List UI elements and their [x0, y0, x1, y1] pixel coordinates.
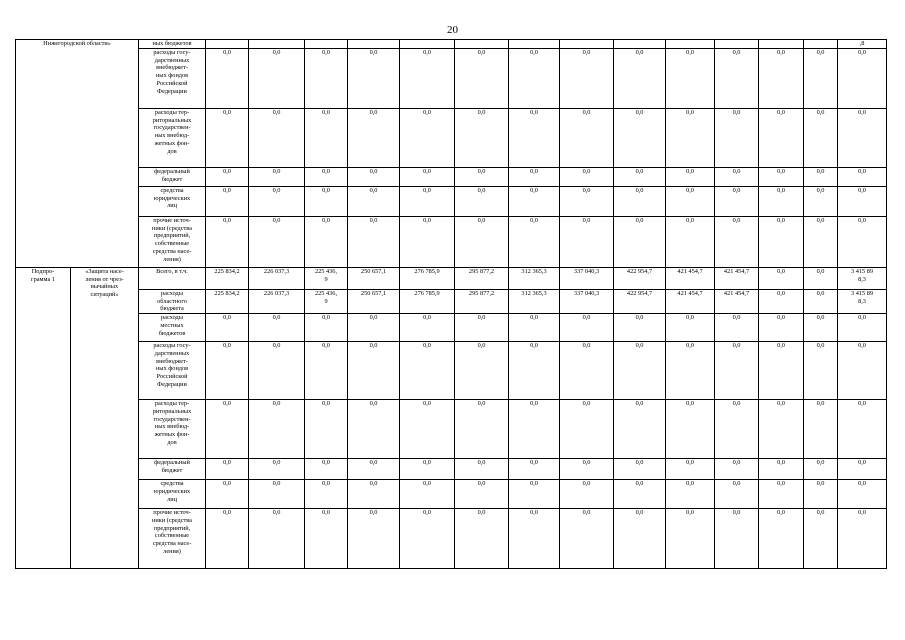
value-cell: 0,0 [614, 187, 666, 217]
value-cell [348, 40, 400, 49]
value-cell: 250 657,1 [348, 290, 400, 314]
value-cell: 0,0 [804, 268, 838, 290]
value-cell: 0,0 [509, 187, 560, 217]
funding-source-cell: расходы тер- риториальных государствен- ных внебюд- жетных фон- дов [139, 109, 206, 168]
value-cell: 0,0 [666, 187, 715, 217]
value-cell [509, 40, 560, 49]
value-cell: 0,0 [560, 168, 614, 187]
funding-table [15, 39, 887, 569]
value-cell: 0,0 [614, 168, 666, 187]
value-cell: 276 785,9 [400, 290, 455, 314]
value-cell: 0,0 [348, 342, 400, 400]
value-cell: 0,0 [249, 342, 305, 400]
table-row [16, 187, 887, 217]
value-cell: 0,0 [838, 459, 887, 480]
value-cell: 0,0 [666, 400, 715, 459]
value-cell: 225 436, 9 [305, 268, 348, 290]
value-cell: 0,0 [400, 480, 455, 509]
value-cell: 0,0 [560, 509, 614, 569]
value-cell: 0,0 [455, 187, 509, 217]
table-row [16, 168, 887, 187]
value-cell: 0,0 [759, 459, 804, 480]
value-cell: 0,0 [305, 217, 348, 268]
page-number: 20 [447, 24, 458, 36]
value-cell: 0,0 [759, 509, 804, 569]
value-cell: 0,0 [206, 217, 249, 268]
table-row [16, 400, 887, 459]
value-cell [666, 40, 715, 49]
value-cell: 0,0 [348, 459, 400, 480]
value-cell: 0,0 [804, 459, 838, 480]
value-cell: 0,0 [715, 480, 759, 509]
value-cell: 0,0 [206, 459, 249, 480]
value-cell: 0,0 [838, 217, 887, 268]
value-cell: 0,0 [206, 109, 249, 168]
value-cell: ,8 [838, 40, 887, 49]
value-cell: 0,0 [206, 168, 249, 187]
value-cell: 0,0 [400, 109, 455, 168]
value-cell: 226 037,3 [249, 268, 305, 290]
table-row [16, 49, 887, 109]
value-cell: 0,0 [206, 314, 249, 342]
value-cell: 0,0 [715, 109, 759, 168]
value-cell: 0,0 [838, 314, 887, 342]
value-cell: 0,0 [804, 314, 838, 342]
value-cell: 0,0 [666, 509, 715, 569]
value-cell: 0,0 [759, 217, 804, 268]
value-cell: 0,0 [560, 217, 614, 268]
value-cell: 0,0 [715, 342, 759, 400]
table-row [16, 217, 887, 268]
value-cell: 0,0 [455, 109, 509, 168]
value-cell: 0,0 [759, 109, 804, 168]
value-cell: 0,0 [305, 480, 348, 509]
value-cell: 0,0 [400, 187, 455, 217]
value-cell: 337 040,3 [560, 268, 614, 290]
table-row [16, 268, 887, 290]
value-cell: 0,0 [804, 187, 838, 217]
value-cell: 0,0 [666, 168, 715, 187]
value-cell: 0,0 [305, 314, 348, 342]
value-cell: 0,0 [305, 168, 348, 187]
funding-source-cell: расходы госу- дарственных внебюджет- ных фондов Российской Федерации [139, 49, 206, 109]
value-cell: 225 834,2 [206, 268, 249, 290]
value-cell: 0,0 [560, 109, 614, 168]
value-cell: 0,0 [455, 314, 509, 342]
funding-source-cell: федеральный бюджет [139, 168, 206, 187]
funding-source-cell: расходы областного бюджета [139, 290, 206, 314]
value-cell: 0,0 [249, 49, 305, 109]
funding-source-cell: средства юридических лиц [139, 187, 206, 217]
value-cell: 0,0 [759, 480, 804, 509]
value-cell: 0,0 [348, 314, 400, 342]
value-cell: 0,0 [348, 109, 400, 168]
value-cell: 0,0 [305, 187, 348, 217]
program-name-cell: Нижегородской области» [16, 40, 139, 268]
value-cell: 0,0 [804, 168, 838, 187]
value-cell [560, 40, 614, 49]
funding-source-cell: расходы госу- дарственных внебюджет- ных фондов Российской Федерации [139, 342, 206, 400]
value-cell: 0,0 [249, 314, 305, 342]
funding-source-cell: средства юридических лиц [139, 480, 206, 509]
value-cell: 0,0 [838, 509, 887, 569]
value-cell: 3 415 89 8,3 [838, 268, 887, 290]
value-cell: 0,0 [400, 459, 455, 480]
value-cell: 0,0 [206, 400, 249, 459]
value-cell: 0,0 [838, 109, 887, 168]
funding-source-cell: Всего, в т.ч. [139, 268, 206, 290]
value-cell: 0,0 [804, 342, 838, 400]
value-cell: 0,0 [715, 217, 759, 268]
value-cell: 0,0 [666, 459, 715, 480]
funding-source-cell: ных бюджетов [139, 40, 206, 49]
value-cell: 0,0 [249, 109, 305, 168]
value-cell: 0,0 [348, 49, 400, 109]
value-cell [305, 40, 348, 49]
value-cell: 0,0 [715, 314, 759, 342]
value-cell: 0,0 [206, 509, 249, 569]
value-cell: 0,0 [614, 109, 666, 168]
value-cell: 0,0 [838, 187, 887, 217]
value-cell: 0,0 [614, 342, 666, 400]
value-cell: 0,0 [838, 342, 887, 400]
value-cell: 0,0 [305, 49, 348, 109]
subprogram-label-cell: Подпро- грамма 1 [16, 268, 71, 569]
value-cell: 0,0 [249, 217, 305, 268]
value-cell: 0,0 [509, 109, 560, 168]
value-cell: 0,0 [305, 109, 348, 168]
value-cell: 3 415 89 8,3 [838, 290, 887, 314]
value-cell [759, 40, 804, 49]
value-cell: 0,0 [715, 168, 759, 187]
value-cell: 0,0 [348, 509, 400, 569]
value-cell: 0,0 [249, 480, 305, 509]
value-cell [614, 40, 666, 49]
value-cell: 0,0 [666, 49, 715, 109]
value-cell: 0,0 [666, 217, 715, 268]
value-cell: 295 877,2 [455, 268, 509, 290]
value-cell: 276 785,9 [400, 268, 455, 290]
value-cell: 0,0 [804, 109, 838, 168]
value-cell: 0,0 [759, 290, 804, 314]
value-cell: 0,0 [614, 49, 666, 109]
value-cell: 0,0 [249, 509, 305, 569]
value-cell: 0,0 [455, 49, 509, 109]
value-cell: 0,0 [614, 480, 666, 509]
value-cell: 0,0 [206, 49, 249, 109]
funding-source-cell: расходы тер- риториальных государствен- ных внебюд- жетных фон- дов [139, 400, 206, 459]
value-cell: 0,0 [715, 400, 759, 459]
value-cell: 0,0 [560, 480, 614, 509]
value-cell: 0,0 [804, 290, 838, 314]
value-cell: 0,0 [838, 400, 887, 459]
value-cell: 0,0 [715, 509, 759, 569]
value-cell: 0,0 [249, 400, 305, 459]
value-cell: 0,0 [838, 49, 887, 109]
value-cell [249, 40, 305, 49]
value-cell: 250 657,1 [348, 268, 400, 290]
value-cell [206, 40, 249, 49]
value-cell: 0,0 [666, 342, 715, 400]
value-cell: 0,0 [249, 187, 305, 217]
value-cell: 295 877,2 [455, 290, 509, 314]
value-cell: 0,0 [560, 400, 614, 459]
value-cell: 0,0 [509, 49, 560, 109]
value-cell: 312 365,3 [509, 268, 560, 290]
value-cell: 225 834,2 [206, 290, 249, 314]
value-cell: 0,0 [715, 49, 759, 109]
value-cell: 0,0 [305, 342, 348, 400]
value-cell: 0,0 [614, 459, 666, 480]
value-cell: 0,0 [666, 480, 715, 509]
funding-source-cell: расходы местных бюджетов [139, 314, 206, 342]
value-cell: 0,0 [759, 187, 804, 217]
value-cell: 0,0 [305, 459, 348, 480]
table-row [16, 509, 887, 569]
value-cell: 0,0 [509, 459, 560, 480]
value-cell: 0,0 [509, 509, 560, 569]
value-cell: 0,0 [400, 217, 455, 268]
table-row [16, 342, 887, 400]
value-cell: 0,0 [804, 49, 838, 109]
value-cell: 0,0 [206, 342, 249, 400]
value-cell: 0,0 [249, 459, 305, 480]
value-cell: 0,0 [759, 49, 804, 109]
value-cell: 421 454,7 [715, 268, 759, 290]
value-cell: 0,0 [838, 168, 887, 187]
value-cell: 0,0 [804, 217, 838, 268]
value-cell: 0,0 [509, 217, 560, 268]
value-cell: 422 954,7 [614, 268, 666, 290]
value-cell: 0,0 [455, 168, 509, 187]
value-cell: 0,0 [759, 314, 804, 342]
value-cell [804, 40, 838, 49]
value-cell: 0,0 [666, 314, 715, 342]
value-cell [455, 40, 509, 49]
value-cell: 0,0 [455, 480, 509, 509]
value-cell: 0,0 [206, 187, 249, 217]
value-cell: 0,0 [400, 49, 455, 109]
value-cell [400, 40, 455, 49]
value-cell: 0,0 [804, 509, 838, 569]
value-cell: 0,0 [400, 314, 455, 342]
value-cell: 0,0 [666, 109, 715, 168]
value-cell: 422 954,7 [614, 290, 666, 314]
value-cell: 421 454,7 [666, 290, 715, 314]
value-cell: 0,0 [509, 342, 560, 400]
value-cell: 0,0 [400, 400, 455, 459]
value-cell: 421 454,7 [715, 290, 759, 314]
value-cell: 0,0 [400, 509, 455, 569]
value-cell: 0,0 [759, 400, 804, 459]
value-cell: 0,0 [838, 480, 887, 509]
value-cell [715, 40, 759, 49]
value-cell: 0,0 [455, 459, 509, 480]
value-cell: 0,0 [560, 342, 614, 400]
value-cell: 0,0 [715, 459, 759, 480]
value-cell: 337 040,3 [560, 290, 614, 314]
value-cell: 0,0 [759, 268, 804, 290]
table-row [16, 40, 887, 49]
value-cell: 0,0 [614, 314, 666, 342]
value-cell: 0,0 [348, 217, 400, 268]
value-cell: 0,0 [560, 459, 614, 480]
value-cell: 0,0 [759, 168, 804, 187]
value-cell: 0,0 [305, 400, 348, 459]
value-cell: 0,0 [400, 168, 455, 187]
value-cell: 0,0 [614, 400, 666, 459]
table-row [16, 290, 887, 314]
value-cell: 0,0 [455, 217, 509, 268]
value-cell: 0,0 [560, 187, 614, 217]
value-cell: 0,0 [560, 314, 614, 342]
value-cell: 0,0 [249, 168, 305, 187]
value-cell: 0,0 [614, 217, 666, 268]
table-row [16, 480, 887, 509]
value-cell: 0,0 [715, 187, 759, 217]
value-cell: 0,0 [509, 168, 560, 187]
funding-source-cell: федеральный бюджет [139, 459, 206, 480]
funding-source-cell: прочие источ- ники (средства предприятий, собственные средства насе- ления) [139, 217, 206, 268]
value-cell: 0,0 [509, 480, 560, 509]
table-row [16, 109, 887, 168]
value-cell: 0,0 [509, 314, 560, 342]
value-cell: 225 436, 9 [305, 290, 348, 314]
value-cell: 0,0 [348, 480, 400, 509]
value-cell: 0,0 [206, 480, 249, 509]
value-cell: 0,0 [455, 342, 509, 400]
value-cell: 0,0 [305, 509, 348, 569]
value-cell: 0,0 [560, 49, 614, 109]
value-cell: 0,0 [455, 509, 509, 569]
value-cell: 0,0 [804, 480, 838, 509]
value-cell: 0,0 [614, 509, 666, 569]
value-cell: 0,0 [400, 342, 455, 400]
value-cell: 0,0 [348, 187, 400, 217]
funding-source-cell: прочие источ- ники (средства предприятий, собственные средства насе- ления) [139, 509, 206, 569]
subprogram-name-cell: «Защита насе- ления от чрез- вычайных ситуаций» [71, 268, 139, 569]
value-cell: 312 365,3 [509, 290, 560, 314]
value-cell: 226 037,3 [249, 290, 305, 314]
value-cell: 0,0 [455, 400, 509, 459]
table-row [16, 459, 887, 480]
value-cell: 0,0 [509, 400, 560, 459]
value-cell: 0,0 [348, 168, 400, 187]
value-cell: 421 454,7 [666, 268, 715, 290]
value-cell: 0,0 [348, 400, 400, 459]
value-cell: 0,0 [759, 342, 804, 400]
value-cell: 0,0 [804, 400, 838, 459]
table-row [16, 314, 887, 342]
